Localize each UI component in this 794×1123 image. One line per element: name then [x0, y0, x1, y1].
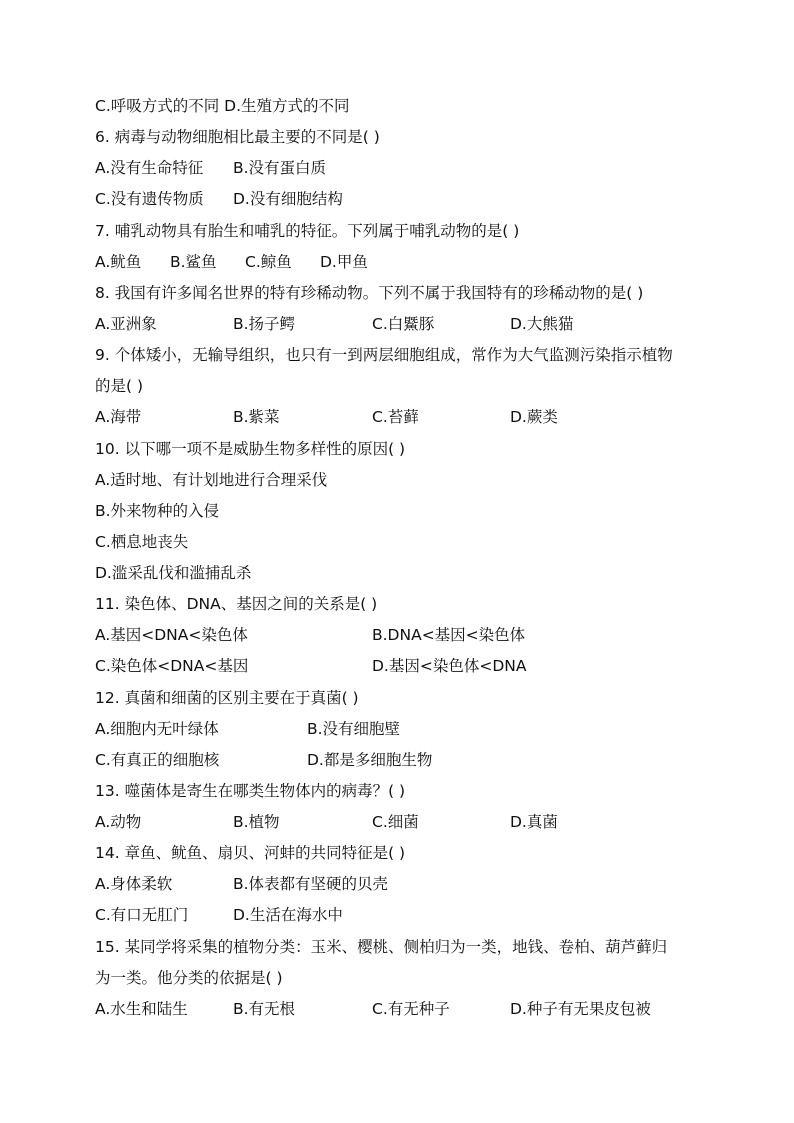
- option-c: C.白鱀豚: [372, 315, 435, 333]
- option-d: D.没有细胞结构: [233, 190, 343, 208]
- option-c: C.细菌: [372, 813, 419, 831]
- question-8-stem: [95, 281, 643, 305]
- question-10-stem: [95, 437, 405, 461]
- option-d: D.大熊猫: [510, 315, 574, 333]
- option-a: A.没有生命特征: [95, 159, 204, 177]
- question-10-option-d: [95, 561, 251, 585]
- option-b: B.没有蛋白质: [233, 159, 327, 177]
- line-text: 15. 某同学将采集的植物分类：玉米、樱桃、侧柏归为一类，地钱、卷柏、葫芦藓归: [95, 938, 668, 956]
- line-text: 8. 我国有许多闻名世界的特有珍稀动物。下列不属于我国特有的珍稀动物的是( ): [95, 284, 644, 302]
- question-7-stem: [95, 219, 519, 243]
- question-10-option-a: [95, 468, 327, 492]
- option-a: A.基因<DNA<染色体: [95, 626, 248, 644]
- line-text: 13. 噬菌体是寄生在哪类生物体内的病毒？( ): [95, 782, 406, 800]
- option-b: B.有无根: [233, 1000, 296, 1018]
- option-c: C.有真正的细胞核: [95, 751, 220, 769]
- line-text: 6. 病毒与动物细胞相比最主要的不同是( ): [95, 128, 380, 146]
- option-c: C.没有遗传物质: [95, 190, 204, 208]
- option-a: A.鱿鱼: [95, 253, 142, 271]
- question-13-stem: [95, 779, 405, 803]
- option-b: B.扬子鳄: [233, 315, 296, 333]
- line-text: 7. 哺乳动物具有胎生和哺乳的特征。下列属于哺乳动物的是( ): [95, 222, 520, 240]
- question-10-option-b: [95, 499, 219, 523]
- question-9-stem-cont: [95, 374, 143, 398]
- question-14-stem: [95, 841, 405, 865]
- option-d: D.种子有无果皮包被: [510, 1000, 651, 1018]
- line-text: C.栖息地丧失: [95, 533, 189, 551]
- question-11-stem: [95, 592, 377, 616]
- option-b: B.植物: [233, 813, 280, 831]
- question-12-stem: [95, 686, 359, 710]
- line-text: A.适时地、有计划地进行合理采伐: [95, 471, 328, 489]
- question-6-stem: [95, 125, 380, 149]
- line-text: 10. 以下哪一项不是威胁生物多样性的原因( ): [95, 440, 406, 458]
- option-c: C.苔藓: [372, 408, 419, 426]
- option-c: C.染色体<DNA<基因: [95, 657, 249, 675]
- option-a: A.身体柔软: [95, 875, 173, 893]
- question-10-option-c: [95, 530, 188, 554]
- option-d: D.蕨类: [510, 408, 558, 426]
- line-text: 14. 章鱼、鱿鱼、扇贝、河蚌的共同特征是( ): [95, 844, 406, 862]
- option-c: C.有无种子: [372, 1000, 450, 1018]
- option-d: D.都是多细胞生物: [307, 751, 433, 769]
- question-15-stem-cont: [95, 966, 283, 990]
- option-a: A.亚洲象: [95, 315, 157, 333]
- option-d: D.真菌: [510, 813, 558, 831]
- option-d: D.基因<染色体<DNA: [372, 657, 527, 675]
- option-c: C.有口无肛门: [95, 906, 189, 924]
- question-5-options-cd: [95, 94, 350, 118]
- line-text: 12. 真菌和细菌的区别主要在于真菌( ): [95, 689, 359, 707]
- option-b: B.DNA<基因<染色体: [372, 626, 526, 644]
- option-d: D.甲鱼: [320, 253, 368, 271]
- question-9-stem: [95, 343, 673, 367]
- option-b: B.紫菜: [233, 408, 280, 426]
- question-15-stem: [95, 935, 667, 959]
- line-text: B.外来物种的入侵: [95, 502, 220, 520]
- option-d: D.生活在海水中: [233, 906, 343, 924]
- option-c: C.鲸鱼: [245, 253, 292, 271]
- option-a: A.海带: [95, 408, 142, 426]
- option-a: A.动物: [95, 813, 142, 831]
- option-b: B.没有细胞壁: [307, 720, 401, 738]
- line-text: 9. 个体矮小，无输导组织，也只有一到两层细胞组成，常作为大气监测污染指示植物: [95, 346, 673, 364]
- line-text: 11. 染色体、DNA、基因之间的关系是( ): [95, 595, 378, 613]
- option-b: B.体表都有坚硬的贝壳: [233, 875, 389, 893]
- option-a: A.细胞内无叶绿体: [95, 720, 219, 738]
- option-b: B.鲨鱼: [170, 253, 217, 271]
- line-text: D.滥采乱伐和滥捕乱杀: [95, 564, 252, 582]
- option-a: A.水生和陆生: [95, 1000, 188, 1018]
- line-text: 为一类。他分类的依据是( ): [95, 969, 283, 987]
- line-text: 的是( ): [95, 377, 144, 395]
- line-text: C.呼吸方式的不同 D.生殖方式的不同: [95, 97, 350, 115]
